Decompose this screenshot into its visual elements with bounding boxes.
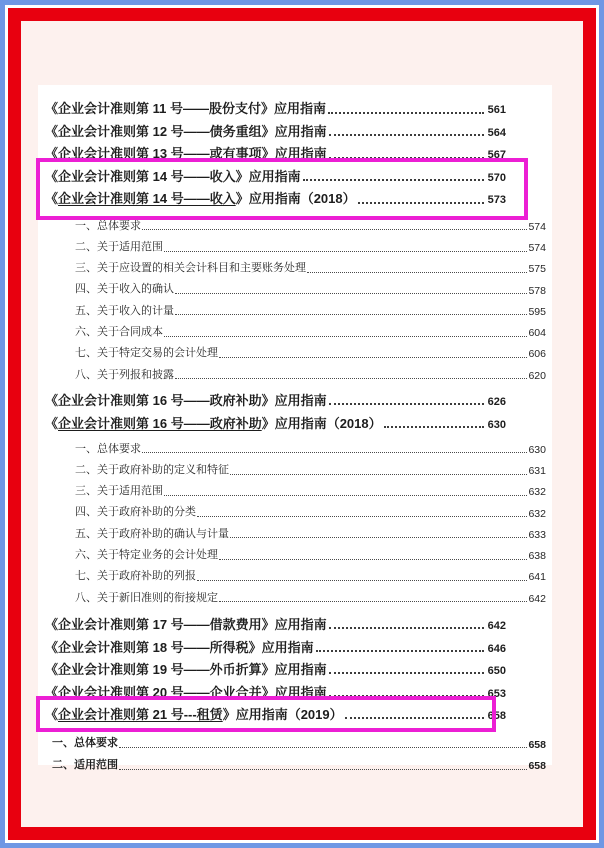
toc-sub-entry[interactable] — [38, 456, 552, 477]
toc-page-number: 561 — [487, 104, 506, 117]
toc-page-number: 641 — [528, 571, 546, 584]
dot-leader — [219, 357, 527, 358]
dot-leader — [197, 516, 527, 517]
toc-page-number: 658 — [528, 759, 546, 772]
toc-entry-title: 二、关于适用范围 — [75, 240, 163, 253]
toc-page-number: 642 — [528, 592, 546, 605]
dot-leader — [230, 474, 527, 475]
toc-entry-title: 六、关于合同成本 — [75, 326, 163, 339]
dot-leader — [307, 272, 527, 273]
toc-sub-entry[interactable] — [38, 478, 552, 499]
toc-entry[interactable] — [38, 701, 552, 724]
dot-leader — [164, 251, 527, 252]
dot-leader — [142, 229, 527, 230]
toc-entry-title: 一、总体要求 — [75, 442, 141, 455]
toc-entry-title: 五、关于收入的计量 — [75, 304, 174, 317]
toc-sub-entry[interactable] — [38, 297, 552, 318]
toc-entry[interactable] — [38, 140, 552, 163]
toc-sub-entry[interactable] — [38, 520, 552, 541]
toc-entry[interactable] — [38, 163, 552, 186]
dot-leader — [219, 559, 527, 560]
dot-leader — [175, 314, 527, 315]
toc-sub-entry[interactable] — [38, 340, 552, 361]
toc-page-number: 626 — [487, 396, 506, 409]
dot-leader — [329, 627, 484, 629]
toc-page-number: 573 — [487, 194, 506, 207]
toc-entry[interactable] — [38, 611, 552, 634]
dot-leader — [316, 650, 484, 652]
dot-leader — [197, 580, 527, 581]
toc-entry-title: 四、关于收入的确认 — [75, 283, 174, 296]
dot-leader — [119, 769, 527, 770]
toc-page-number: 650 — [487, 665, 506, 678]
toc-page-number: 630 — [487, 418, 506, 431]
toc-page-number: 564 — [487, 126, 506, 139]
toc-entry[interactable] — [38, 656, 552, 679]
toc-sub-entry[interactable] — [38, 276, 552, 297]
toc-entry-link-text[interactable]: 企业会计准则第 16 号——政府补助 — [58, 415, 262, 431]
toc-entry[interactable] — [38, 409, 552, 432]
dot-leader — [384, 426, 484, 428]
toc-sub-entry[interactable] — [38, 212, 552, 233]
toc-entry-title: 七、关于特定交易的会计处理 — [75, 347, 218, 360]
toc-entry-title: 《企业会计准则第 14 号——收入》应用指南（2018） — [45, 191, 356, 207]
toc-entry-title: 八、关于列报和披露 — [75, 368, 174, 381]
dot-leader — [142, 452, 527, 453]
toc-entry-title: 《企业会计准则第 21 号---租赁》应用指南（2019） — [45, 707, 343, 723]
dot-leader — [175, 293, 527, 294]
toc-page-number: 630 — [528, 443, 546, 456]
toc-entry-title: 八、关于新旧准则的衔接规定 — [75, 591, 218, 604]
toc-entry-title: 六、关于特定业务的会计处理 — [75, 549, 218, 561]
toc-entry-title: 《企业会计准则第 11 号——股份支付》应用指南 — [45, 101, 326, 117]
toc-entry-title: 《企业会计准则第 19 号——外币折算》应用指南 — [45, 662, 327, 678]
toc-page-number: 631 — [528, 464, 546, 477]
toc-page-number: 653 — [487, 687, 506, 700]
toc-sub-entry[interactable] — [38, 730, 552, 751]
toc-entry-title: 一、总体要求 — [52, 737, 118, 750]
toc-entry[interactable] — [38, 95, 552, 118]
toc-entry[interactable] — [38, 678, 552, 701]
toc-entry[interactable] — [38, 118, 552, 141]
toc-entry-title: 《企业会计准则第 18 号——所得税》应用指南 — [45, 639, 314, 655]
toc-page-number: 575 — [528, 263, 546, 276]
toc-page-number: 658 — [528, 738, 546, 751]
toc-sub-entry[interactable] — [38, 233, 552, 254]
dot-leader — [303, 179, 484, 181]
toc-page-number: 578 — [528, 284, 546, 297]
toc-entry-title: 《企业会计准则第 12 号——债务重组》应用指南 — [45, 123, 327, 139]
dot-leader — [175, 378, 527, 379]
toc-sub-entry[interactable] — [38, 255, 552, 276]
toc-entry-link-text[interactable]: 企业会计准则第 14 号——收入 — [58, 191, 236, 207]
dot-leader — [164, 495, 527, 496]
toc-page-number: 595 — [528, 305, 546, 318]
toc-entry-link-text[interactable]: 企业会计准则第 21 号---租赁 — [58, 707, 223, 723]
toc-sub-entry[interactable] — [38, 751, 552, 772]
toc-entry[interactable] — [38, 633, 552, 656]
toc-page-number: 574 — [528, 242, 546, 254]
toc-list — [38, 85, 552, 773]
dot-leader — [219, 601, 527, 602]
toc-page-number: 632 — [528, 486, 546, 499]
toc-page-number: 567 — [487, 149, 506, 162]
dot-leader — [164, 336, 527, 337]
toc-entry-title: 《企业会计准则第 17 号——借款费用》应用指南 — [45, 617, 327, 633]
toc-entry-title: 七、关于政府补助的列报 — [75, 570, 196, 583]
toc-sub-entry[interactable] — [38, 584, 552, 605]
dot-leader — [329, 134, 484, 136]
toc-page-number: 638 — [528, 550, 546, 563]
toc-entry-title: 三、关于适用范围 — [75, 485, 163, 498]
toc-entry-title: 二、适用范围 — [52, 758, 118, 771]
dot-leader — [230, 537, 527, 538]
toc-entry-title: 《企业会计准则第 13 号——或有事项》应用指南 — [45, 146, 327, 162]
toc-entry-title: 二、关于政府补助的定义和特征 — [75, 463, 229, 476]
toc-entry-title: 《企业会计准则第 16 号——政府补助》应用指南 — [45, 393, 327, 409]
toc-entry-title: 一、总体要求 — [75, 219, 141, 232]
toc-entry-title: 五、关于政府补助的确认与计量 — [75, 527, 229, 540]
dot-leader — [345, 717, 484, 719]
dot-leader — [328, 112, 484, 114]
toc-entry-title: 《企业会计准则第 16 号——政府补助》应用指南（2018） — [45, 415, 382, 431]
toc-page-number: 658 — [487, 710, 506, 723]
dot-leader — [329, 157, 484, 159]
toc-page-number: 646 — [487, 642, 506, 655]
toc-sub-entry[interactable] — [38, 499, 552, 520]
toc-entry[interactable] — [38, 387, 552, 410]
dot-leader — [329, 672, 484, 674]
toc-sub-entry[interactable] — [38, 541, 552, 562]
toc-page-number: 604 — [528, 327, 546, 340]
toc-entry-title: 三、关于应设置的相关会计科目和主要账务处理 — [75, 262, 306, 275]
dot-leader — [329, 695, 484, 697]
toc-page-number: 632 — [528, 507, 546, 520]
toc-entry-title: 四、关于政府补助的分类 — [75, 506, 196, 519]
toc-page-number: 606 — [528, 348, 546, 361]
dot-leader — [329, 403, 484, 405]
toc-page-number: 642 — [487, 620, 506, 633]
toc-page-number: 620 — [528, 369, 546, 382]
toc-page-number: 633 — [528, 528, 546, 541]
toc-entry[interactable] — [38, 185, 552, 208]
dot-leader — [119, 747, 527, 748]
toc-page — [38, 85, 552, 772]
dot-leader — [358, 202, 484, 204]
toc-entry-title: 《企业会计准则第 14 号——收入》应用指南 — [45, 168, 301, 184]
toc-sub-entry[interactable] — [38, 361, 552, 382]
toc-sub-entry[interactable] — [38, 563, 552, 584]
toc-page-number: 574 — [528, 220, 546, 233]
toc-sub-entry[interactable] — [38, 435, 552, 456]
toc-sub-entry[interactable] — [38, 318, 552, 339]
toc-page-number: 570 — [487, 171, 506, 184]
toc-entry-title: 《企业会计准则第 20 号——企业合并》应用指南 — [45, 684, 327, 700]
